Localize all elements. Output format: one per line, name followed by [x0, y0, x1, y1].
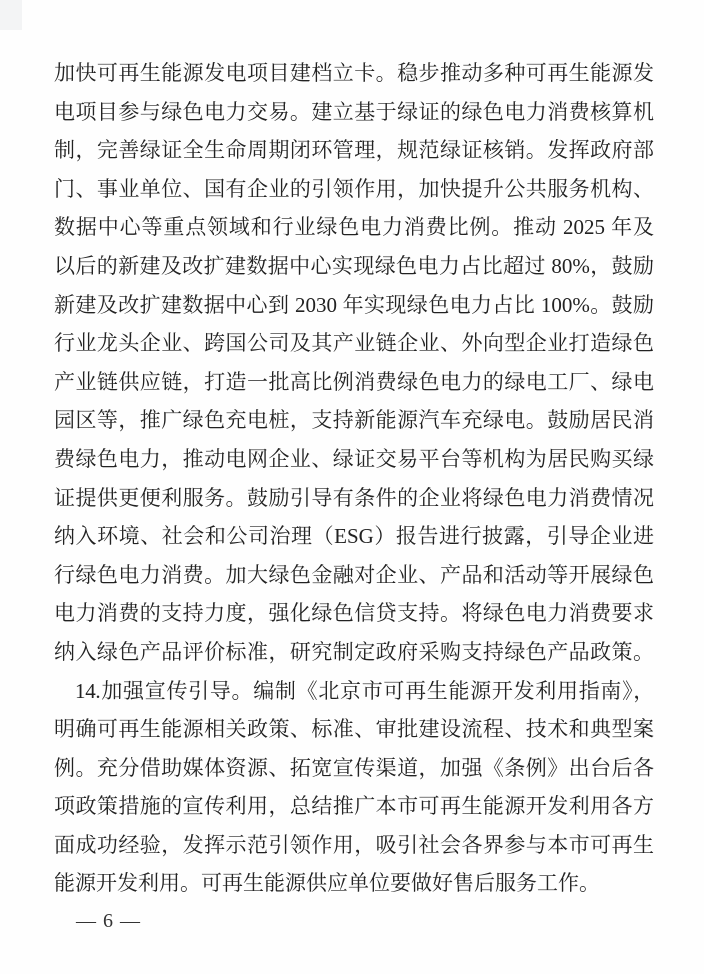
text-line: 门、事业单位、国有企业的引领作用，加快提升公共服务机构、: [54, 176, 654, 201]
text-line: 证提供更便利服务。鼓励引导有条件的企业将绿色电力消费情况: [54, 485, 654, 510]
text-line: 园区等，推广绿色充电桩，支持新能源汽车充绿电。鼓励居民消: [54, 408, 654, 433]
body-text: [54, 54, 654, 903]
text-line: 新建及改扩建数据中心到 2030 年实现绿色电力占比 100%。鼓励: [54, 292, 654, 317]
text-line: 行绿色电力消费。加大绿色金融对企业、产品和活动等开展绿色: [54, 562, 654, 587]
text-line: 能源开发利用。可再生能源供应单位要做好售后服务工作。: [54, 871, 600, 896]
text-line: 费绿色电力，推动电网企业、绿证交易平台等机构为居民购买绿: [54, 446, 654, 471]
text-line: 制，完善绿证全生命周期闭环管理，规范绿证核销。发挥政府部: [54, 138, 654, 163]
text-line: 产业链供应链，打造一批高比例消费绿色电力的绿电工厂、绿电: [54, 369, 654, 394]
text-line: 电项目参与绿色电力交易。建立基于绿证的绿色电力消费核算机: [54, 99, 654, 124]
text-line: 纳入环境、社会和公司治理（ESG）报告进行披露，引导企业进: [54, 524, 654, 549]
text-line: 数据中心等重点领域和行业绿色电力消费比例。推动 2025 年及: [54, 215, 654, 240]
text-line: 加快可再生能源发电项目建档立卡。稳步推动多种可再生能源发: [54, 61, 654, 85]
text-line: 行业龙头企业、跨国公司及其产业链企业、外向型企业打造绿色: [54, 331, 654, 356]
text-line: 纳入绿色产品评价标准，研究制定政府采购支持绿色产品政策。: [54, 639, 654, 664]
text-line: 电力消费的支持力度，强化绿色信贷支持。将绿色电力消费要求: [54, 601, 654, 626]
text-line: 项政策措施的宣传利用，总结推广本市可再生能源开发利用各方: [54, 794, 654, 819]
text-line: 例。充分借助媒体资源、拓宽宣传渠道，加强《条例》出台后各: [54, 755, 654, 780]
scan-artifact: [0, 0, 22, 30]
text-line: 明确可再生能源相关政策、标准、审批建设流程、技术和典型案: [54, 717, 654, 742]
text-line: 14.加强宣传引导。编制《北京市可再生能源开发利用指南》，: [75, 678, 654, 703]
text-line: 面成功经验，发挥示范引领作用，吸引社会各界参与本市可再生: [54, 832, 654, 857]
text-line: 以后的新建及改扩建数据中心实现绿色电力占比超过 80%，鼓励: [54, 253, 654, 278]
page-number: — 6 —: [76, 910, 141, 932]
